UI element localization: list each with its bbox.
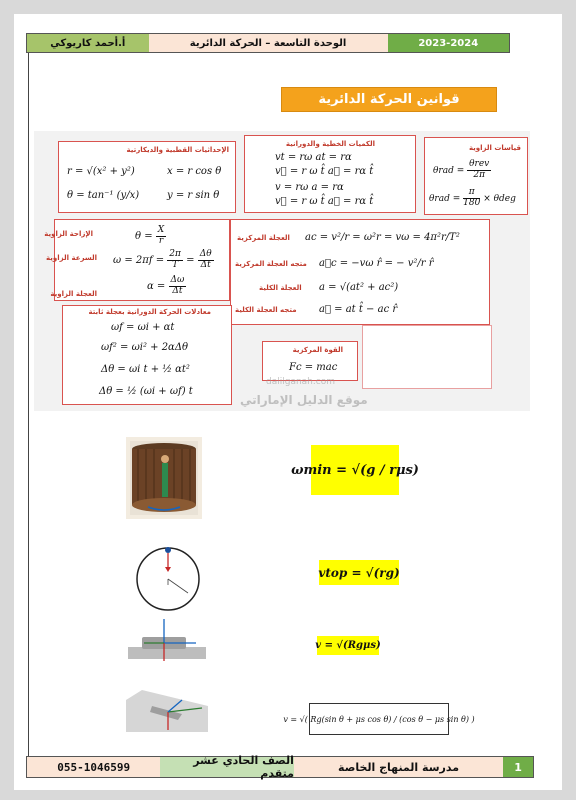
ang-eq-alpha: α = $\frac{\Delta\omega}{\Delta t}$ <box>147 275 185 296</box>
page-number: 1 <box>503 757 533 777</box>
angle-units-box <box>424 137 528 215</box>
ang-eq-omega: ω = 2πf = $\frac{2\pi}{T}$ = $\frac{\Delta\theta}{\Delta t}$ <box>113 249 212 270</box>
linear-angular-box <box>244 135 416 213</box>
centripetal-box <box>230 219 490 325</box>
angular-displacement-label: الإزاحة الزاوية <box>44 230 93 238</box>
formula-min-omega: ωmin = √(g / rμs) <box>311 445 399 495</box>
ang-eq-theta: θ = $\frac{X}{r}$ <box>135 225 165 246</box>
centripetal-force-eq: Fc = mac <box>289 362 338 373</box>
footer-phone: 055-1046599 <box>27 757 160 777</box>
author-name: أ.أحمد كاريوكي <box>27 34 149 52</box>
centripetal-eq-1: ac = v²/r = ω²r = vω = 4π²r/T² <box>305 232 460 243</box>
page-footer <box>26 756 534 778</box>
centripetal-force-title: القوة المركزية <box>292 346 343 354</box>
kinematics-title: معادلات الحركة الدورانية بعجلة ثابتة <box>88 308 211 316</box>
empty-box <box>362 325 492 389</box>
footer-grade: الصف الحادي عشر متقدم <box>160 757 293 777</box>
page-header <box>26 33 510 53</box>
flat-curve-car-image <box>124 615 210 663</box>
coordinates-box <box>58 141 236 213</box>
centripetal-accel-label: العجلة المركزية <box>237 234 290 242</box>
total-accel-vector-label: متجه العجلة الكلية <box>235 306 297 314</box>
angle-eq-1: θrad = $\frac{\text{θrev}}{2\pi}$ <box>433 159 490 180</box>
coord-eq-theta: θ = tan⁻¹ (y/x) <box>67 190 140 201</box>
vertical-circle-image <box>132 545 204 613</box>
page-title: قوانين الحركة الدائرية <box>281 87 497 112</box>
formula-banked-curve: v = √( Rg(sin θ + μs cos θ) / (cos θ − μs sin θ) ) <box>309 703 449 735</box>
angular-acceleration-label: العجلة الزاوية <box>50 290 97 298</box>
angular-quantities-box <box>44 219 230 301</box>
kin-eq-1: ωf = ωi + αt <box>111 322 175 333</box>
la-eq-3: v = rω a = rα <box>275 182 344 193</box>
coordinates-title: الإحداثيات القطبية والديكارتية <box>126 146 229 154</box>
centripetal-eq-4: a⃗ = at t̂ − ac r̂ <box>319 304 398 315</box>
banked-curve-image <box>122 686 212 734</box>
kin-eq-3: Δθ = ωi t + ½ αt² <box>101 364 190 375</box>
formula-flat-curve: v = √(Rgμs) <box>317 636 379 655</box>
centripetal-vector-label: متجه العجلة المركزية <box>235 260 307 268</box>
kinematics-box <box>62 305 232 405</box>
centripetal-eq-3: a = √(at² + ac²) <box>319 282 399 293</box>
kin-eq-2: ωf² = ωi² + 2αΔθ <box>101 342 189 353</box>
rotor-ride-image <box>126 437 202 519</box>
angle-units-title: قياسات الزاوية <box>468 144 521 152</box>
footer-school: مدرسة المنهاج الخاصة <box>294 757 503 777</box>
total-accel-label: العجلة الكلية <box>259 284 302 292</box>
coord-eq-r: r = √(x² + y²) <box>67 166 135 177</box>
watermark-site: موقع الدليل الإماراتي <box>240 393 368 407</box>
watermark-url: dalilganah.com <box>266 377 335 387</box>
unit-title: الوحدة التاسعة – الحركة الدائرية <box>149 34 388 52</box>
coord-eq-x: x = r cos θ <box>167 166 222 177</box>
coord-eq-y: y = r sin θ <box>167 190 220 201</box>
la-eq-4: v⃗ = r ω t̂ a⃗ = rα t̂ <box>275 196 374 207</box>
la-eq-2: v⃗ = r ω t̂ a⃗ = rα t̂ <box>275 166 374 177</box>
margin-line <box>28 53 29 756</box>
angular-velocity-label: السرعة الزاوية <box>46 254 97 262</box>
academic-year: 2023-2024 <box>388 34 510 52</box>
angle-eq-2: θrad = $\frac{\pi}{180}$ × θdeg <box>429 187 516 208</box>
la-eq-1: vt = rω at = rα <box>275 152 352 163</box>
centripetal-force-box <box>262 341 358 381</box>
formula-v-top: vtop = √(rg) <box>319 560 399 585</box>
centripetal-eq-2: a⃗c = −vω r̂ = − v²/r r̂ <box>319 258 434 269</box>
formula-sheet-panel <box>34 131 530 411</box>
linear-angular-title: الكميات الخطية والدورانية <box>285 140 375 148</box>
kin-eq-4: Δθ = ½ (ωi + ωf) t <box>99 386 193 397</box>
